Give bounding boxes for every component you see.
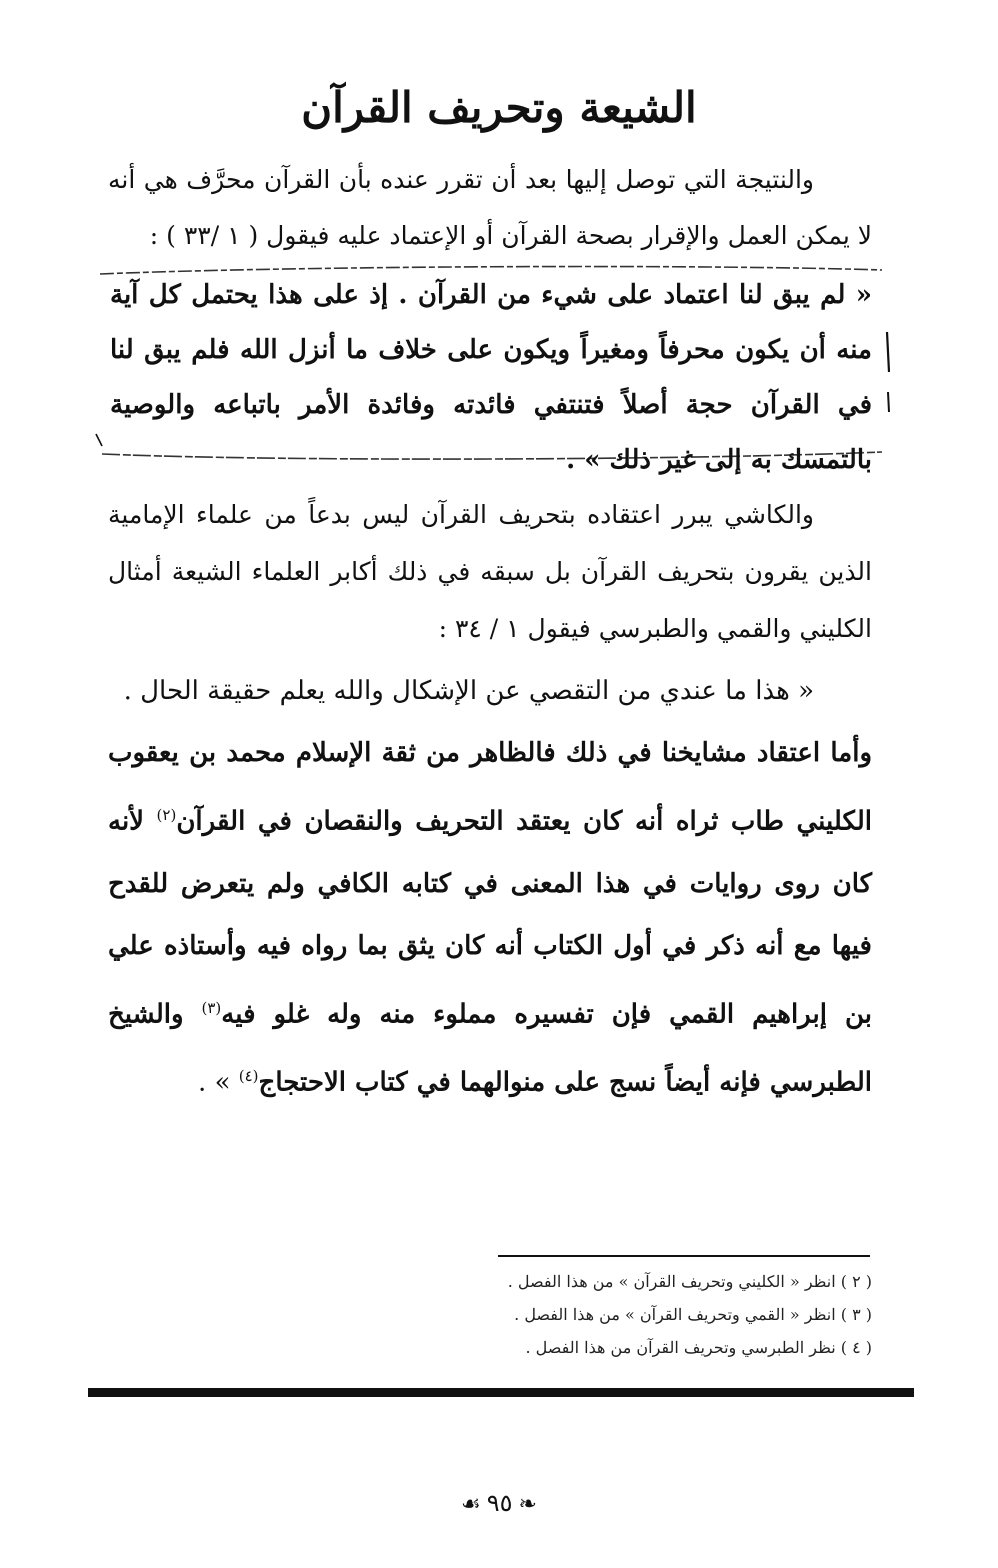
quote-2-part-c: والشيخ الطبرسي فإنه أيضاً نسج على منوالهما في كتاب الاحتجاج bbox=[108, 999, 872, 1098]
page-number: ٩٥ bbox=[486, 1489, 513, 1517]
quote-box-1 bbox=[92, 262, 890, 475]
footnote-ref-3[interactable]: (٣) bbox=[201, 998, 222, 1017]
footnote-2: ( ٢ ) انظر « الكليني وتحريف القرآن » من هذا الفصل . bbox=[507, 1272, 872, 1291]
quote-1-text: « لم يبق لنا اعتماد على شيء من القرآن . إذ على هذا يحتمل كل آية منه أن يكون محرفاً ومغيراً ويكون على خلاف ما أنزل الله فلم يبق لنا في القرآن حجة أصلاً فتنتفي فائدته وفائدة الأمر باتباعه والوصية بالتمسك به إلى غير ذلك » . bbox=[110, 280, 872, 475]
quote-2-line-1: « هذا ما عندي من التقصي عن الإشكال والله يعلم حقيقة الحال . bbox=[123, 676, 814, 706]
footnotes bbox=[392, 1265, 872, 1364]
footnote-ref-2[interactable]: (٢) bbox=[156, 806, 177, 824]
quote-2-part-a: وأما اعتقاد مشايخنا في ذلك فالظاهر من ثقة الإسلام محمد بن يعقوب الكليني طاب ثراه أنه كان يعتقد التحريف والنقصان في القرآن bbox=[108, 738, 872, 837]
quote-2 bbox=[108, 660, 872, 1114]
ornament-left-icon: ❧ bbox=[518, 1492, 537, 1517]
ornament-right-icon: ☙ bbox=[461, 1492, 481, 1517]
quote-2-part-d: » . bbox=[198, 1067, 239, 1098]
bottom-rule bbox=[88, 1388, 914, 1397]
paragraph-2 bbox=[108, 486, 872, 657]
paragraph-1-text: والنتيجة التي توصل إليها بعد أن تقرر عنده بأن القرآن محرَّف هي أنه لا يمكن العمل والإقرار بصحة القرآن أو الإعتماد عليه فيقول ( ١ /٣٣ ) : bbox=[108, 165, 872, 250]
footnote-separator bbox=[498, 1255, 870, 1257]
paragraph-2-text: والكاشي يبرر اعتقاده بتحريف القرآن ليس بدعاً من علماء الإمامية الذين يقرون بتحريف القرآن بل سبقه في ذلك أكابر العلماء الشيعة أمثال الكليني والقمي والطبرسي فيقول ١ / ٣٤ : bbox=[108, 500, 872, 643]
paragraph-1 bbox=[108, 152, 872, 264]
page-number-area bbox=[0, 1488, 998, 1520]
footnote-ref-4[interactable]: (٤) bbox=[238, 1067, 259, 1086]
quote-2-part-b: لأنه كان روى روايات في هذا المعنى في كتابه الكافي ولم يتعرض للقدح فيها مع أنه ذكر في أول الكتاب أنه كان يثق بما رواه فيه وأستاذه علي بن إبراهيم القمي فإن تفسيره مملوء منه وله غلو فيه bbox=[108, 806, 872, 1030]
page-title: الشيعة وتحريف القرآن bbox=[301, 83, 697, 133]
footnote-3: ( ٣ ) انظر « القمي وتحريف القرآن » من هذا الفصل . bbox=[514, 1305, 872, 1324]
footnote-4: ( ٤ ) نظر الطبرسي وتحريف القرآن من هذا الفصل . bbox=[525, 1338, 872, 1357]
